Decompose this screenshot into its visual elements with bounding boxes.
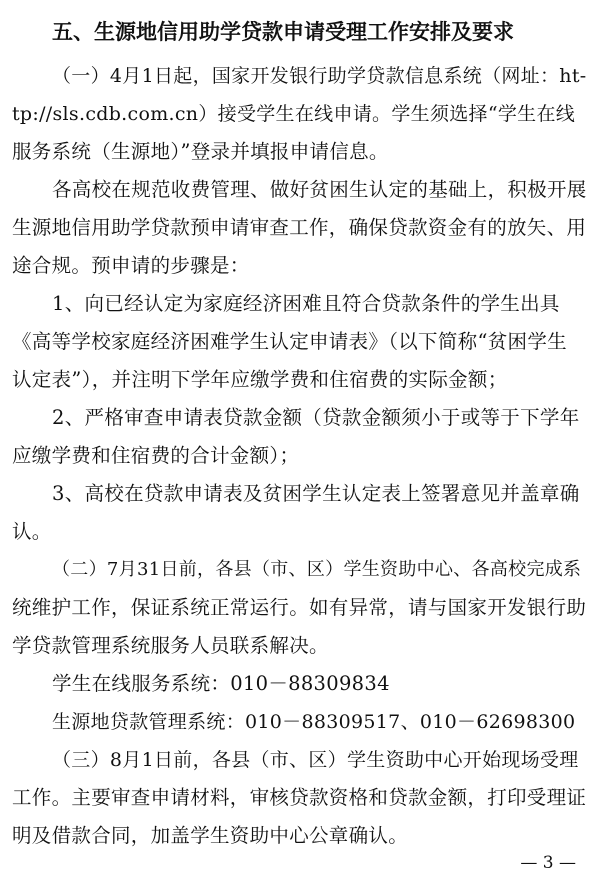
contact-loan-management-system: 生源地贷款管理系统：010－88309517、010－62698300 xyxy=(52,711,576,733)
para-3-line-1: （二）7月31日前，各县（市、区）学生资助中心、各高校完成系 xyxy=(52,559,582,580)
para-2-line-2: 生源地信用助学贷款预申请审查工作，确保贷款资金有的放矢、用 xyxy=(12,216,587,239)
para-4-line-3: 明及借款合同，加盖学生资助中心公章确认。 xyxy=(12,824,409,847)
para-2-line-3: 途合规。预申请的步骤是： xyxy=(12,254,250,277)
para-3-line-3: 学贷款管理系统服务人员联系解决。 xyxy=(12,634,329,657)
page-number: — 3 — xyxy=(520,853,576,873)
para-4-line-1: （三）8月1日前，各县（市、区）学生资助中心开始现场受理 xyxy=(52,749,579,771)
step-1-line-3: 认定表”），并注明下学年应缴学费和住宿费的实际金额； xyxy=(12,368,508,391)
para-2-line-1: 各高校在规范收费管理、做好贫困生认定的基础上，积极开展 xyxy=(52,178,587,201)
contact-student-online-system: 学生在线服务系统：010－88309834 xyxy=(52,672,390,695)
para-1-line-3: 服务系统（生源地）”登录并填报申请信息。 xyxy=(12,140,389,163)
step-1-line-2: 《高等学校家庭经济困难学生认定申请表》（以下简称“贫困学生 xyxy=(12,330,567,353)
para-1-line-1: （一）4月1日起，国家开发银行助学贷款信息系统（网址：ht- xyxy=(52,65,587,87)
step-2-line-2: 应缴学费和住宿费的合计金额）； xyxy=(12,444,300,467)
step-3-line-1: 3、高校在贷款申请表及贫困学生认定表上签署意见并盖章确 xyxy=(52,482,580,505)
section-heading: 五、生源地信用助学贷款申请受理工作安排及要求 xyxy=(52,20,514,44)
step-2-line-1: 2、严格审查申请表贷款金额（贷款金额须小于或等于下学年 xyxy=(52,406,580,429)
step-3-line-2: 认。 xyxy=(12,520,52,543)
para-4-line-2: 工作。主要审查申请材料，审核贷款资格和贷款金额，打印受理证 xyxy=(12,786,587,809)
para-1-line-2: tp://sls.cdb.com.cn）接受学生在线申请。学生须选择“学生在线 xyxy=(12,103,576,125)
step-1-line-1: 1、向已经认定为家庭经济困难且符合贷款条件的学生出具 xyxy=(52,292,560,315)
para-3-line-2: 统维护工作，保证系统正常运行。如有异常，请与国家开发银行助 xyxy=(12,596,587,619)
